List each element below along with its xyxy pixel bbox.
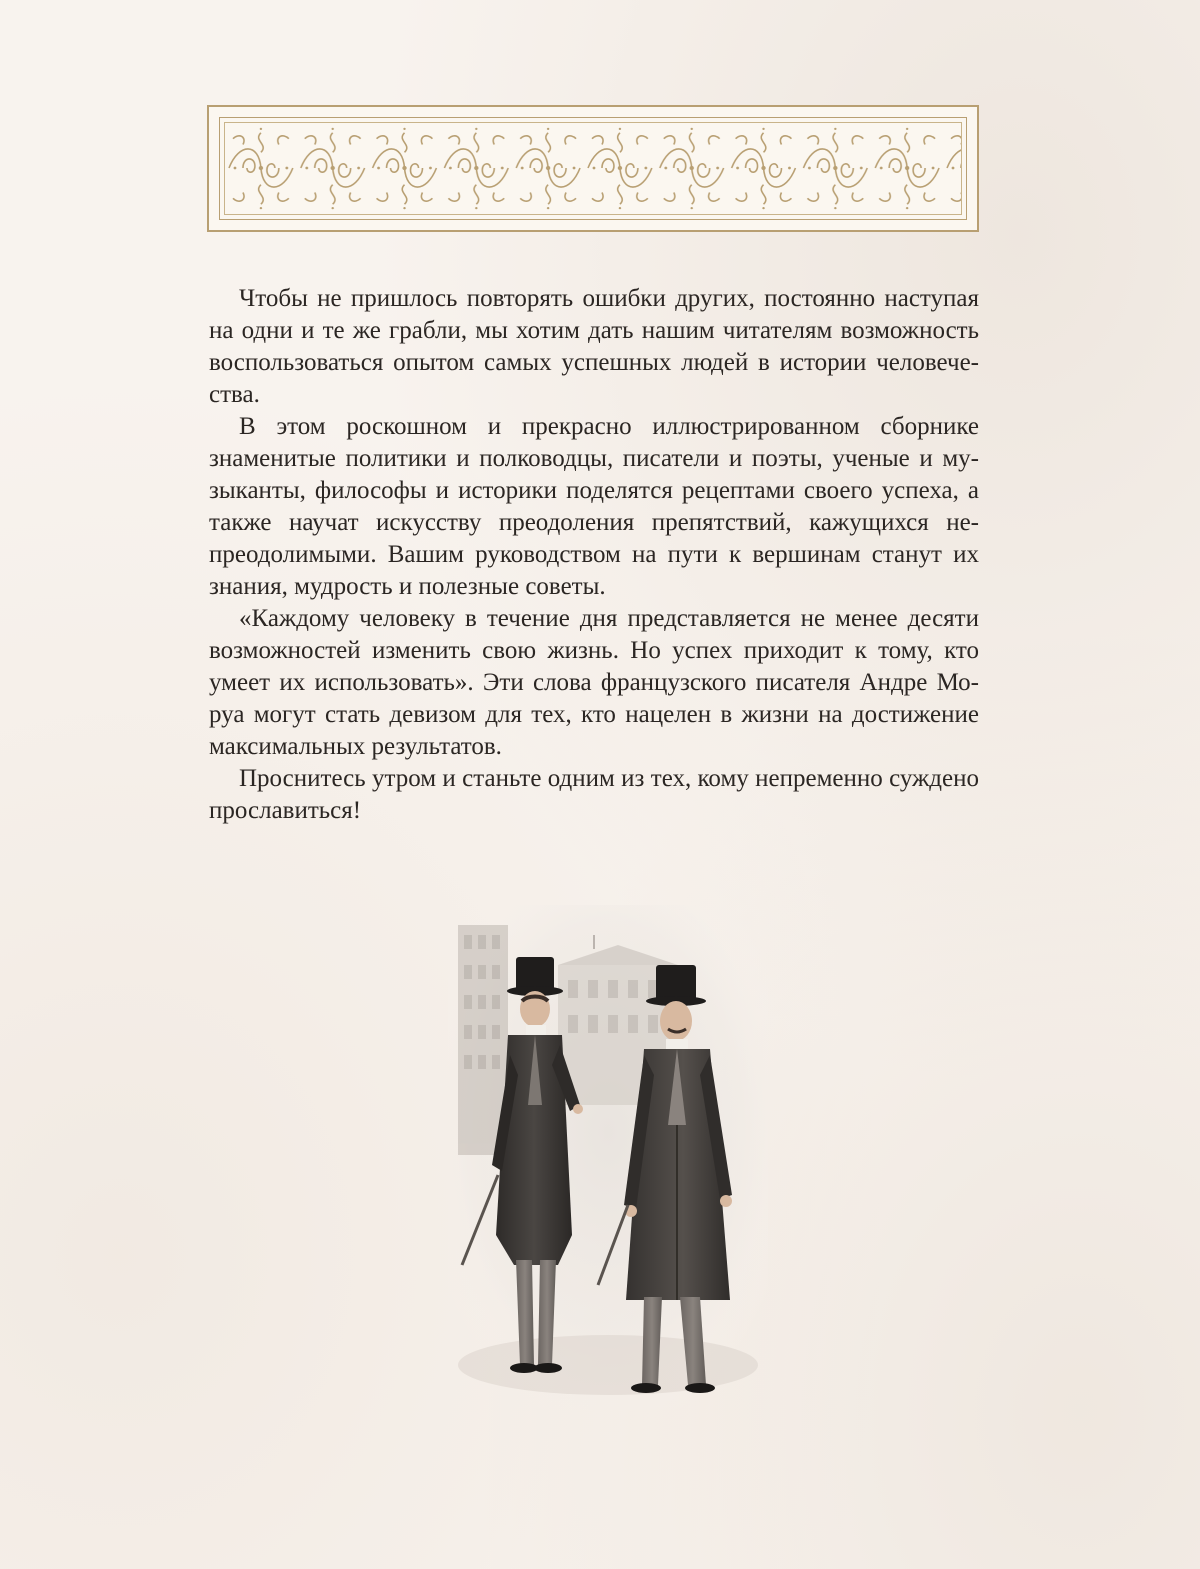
paragraph-4: Проснитесь утром и станьте одним из тех, кому непременно суждено прославиться! bbox=[209, 765, 979, 824]
scroll-ornament-icon bbox=[225, 123, 961, 214]
ornamental-frame-inner-border bbox=[219, 117, 967, 220]
paragraph-2: В этом роскошном и прекрасно иллюстрированном сборнике знаменитые политики и полководцы, писатели и поэты, ученые и музыканты, философы и историки поделятся рецептами своего успеха, а также научат искусству преодоления препятствий, кажущихся непреодолимыми. Вашим руководством на пути к вершинам станут их знания, мудрость и полезные советы. bbox=[209, 413, 979, 600]
two-gentlemen-illustration bbox=[448, 905, 768, 1410]
ornamental-frame-pattern bbox=[224, 122, 962, 215]
paragraph-3: «Каждому человеку в течение дня представляется не менее десяти возможностей изменить свою жизнь. Но успех приходит к тому, кто умеет их использовать». Эти слова французского писателя Андре Моруа могут стать девизом для тех, кто нацелен в жизни на достижение максимальных результатов. bbox=[209, 605, 979, 760]
ornamental-header-frame bbox=[207, 105, 979, 232]
intro-text-block bbox=[209, 283, 979, 827]
paragraph-1: Чтобы не пришлось повторять ошибки других, постоянно наступая на одни и те же грабли, мы хотим дать нашим читателям возможность воспользоваться опытом самых успешных людей в истории человечества. bbox=[209, 285, 979, 408]
gentlemen-engraving-icon bbox=[448, 905, 768, 1410]
